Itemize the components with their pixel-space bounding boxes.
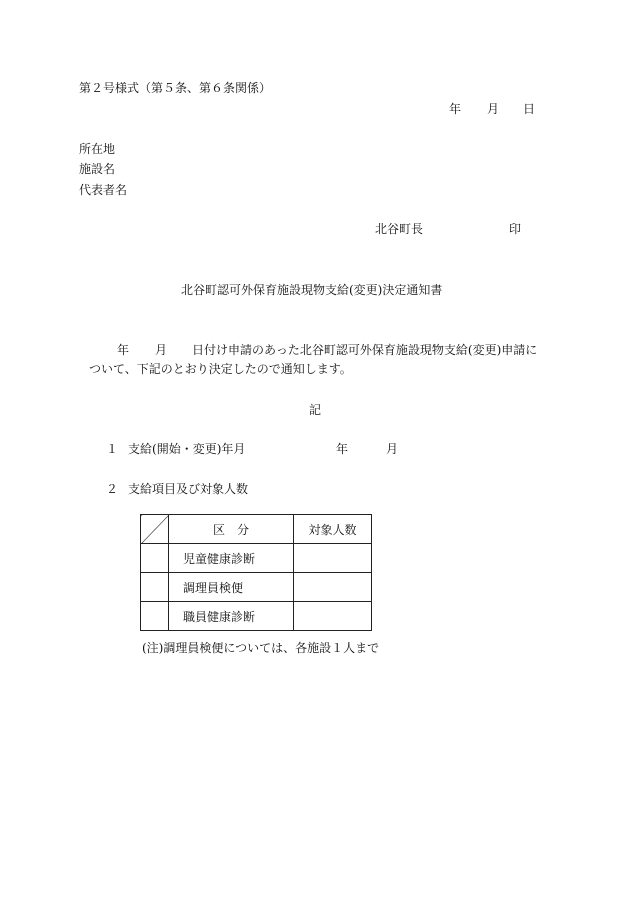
date-month-label: 月 (487, 102, 500, 116)
table-row (141, 573, 372, 602)
row-blank-cell (141, 602, 169, 631)
field-location-label: 所在地 (79, 142, 116, 156)
document-title: 北谷町認可外保育施設現物支給(変更)決定通知書 (181, 283, 443, 297)
item-1-month-label: 月 (386, 442, 399, 456)
field-representative-label: 代表者名 (79, 183, 128, 197)
item-1-year-label: 年 (336, 442, 349, 456)
row-count (294, 544, 372, 573)
item-1-number: １ (106, 442, 119, 456)
item-2-number: ２ (106, 482, 119, 496)
row-count (294, 573, 372, 602)
body-line-1-text: 日付け申請のあった北谷町認可外保育施設現物支給(変更)申請に (192, 343, 538, 357)
item-2 (106, 483, 248, 495)
header-category: 区 分 (169, 515, 294, 544)
field-facility-name-label: 施設名 (79, 162, 116, 176)
body-line-2: ついて、下記のとおり決定したので通知します。 (89, 362, 352, 376)
row-category: 調理員検便 (169, 573, 294, 602)
item-1 (106, 443, 245, 455)
ki-heading: 記 (309, 403, 322, 417)
body-year-label: 年 (117, 343, 130, 357)
item-1-label: 支給(開始・変更)年月 (128, 442, 246, 456)
issuer-title: 北谷町長 (375, 222, 424, 236)
body-line-1 (117, 344, 537, 356)
row-category: 職員健康診断 (169, 602, 294, 631)
table-row (141, 602, 372, 631)
table-corner-cell (141, 515, 169, 544)
seal-mark: 印 (509, 222, 522, 236)
allocation-table (140, 514, 372, 631)
table-note: (注)調理員検便については、各施設１人まで (142, 641, 380, 655)
date-day-label: 日 (523, 102, 536, 116)
row-count (294, 602, 372, 631)
header-count: 対象人数 (294, 515, 372, 544)
row-blank-cell (141, 573, 169, 602)
table-header-row (141, 515, 372, 544)
table-row (141, 544, 372, 573)
form-number: 第２号様式（第５条、第６条関係） (79, 81, 272, 95)
item-2-label: 支給項目及び対象人数 (128, 482, 249, 496)
date-year-label: 年 (449, 102, 462, 116)
row-category: 児童健康診断 (169, 544, 294, 573)
row-blank-cell (141, 544, 169, 573)
body-month-label: 月 (155, 343, 168, 357)
